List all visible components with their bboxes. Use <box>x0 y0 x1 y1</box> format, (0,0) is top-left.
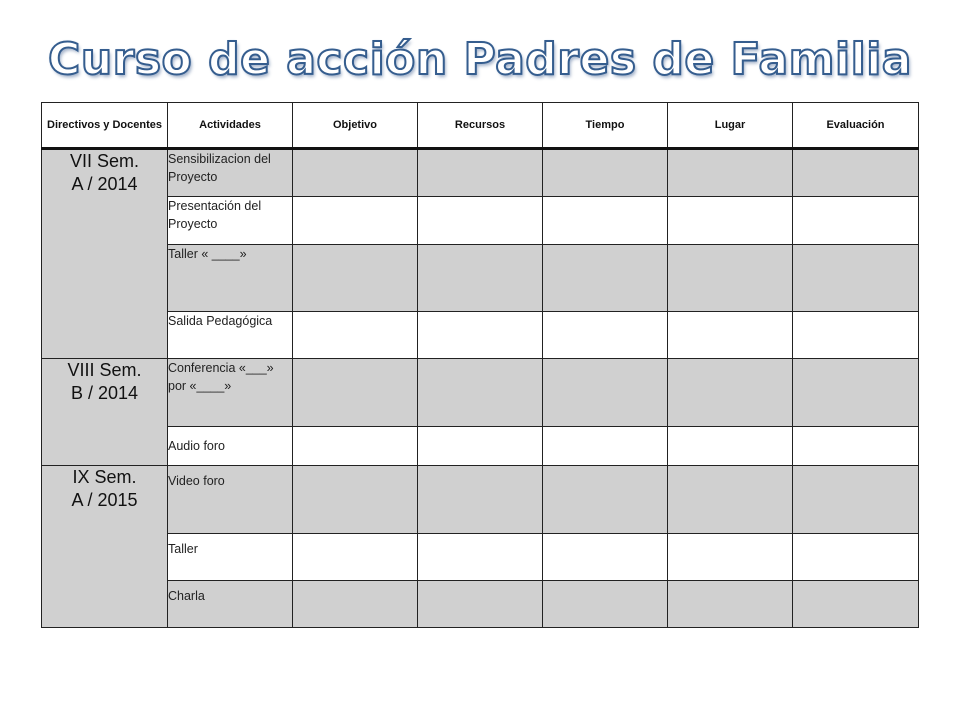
activity-cell: Salida Pedagógica <box>168 312 293 359</box>
activity-cell: Charla <box>168 581 293 628</box>
semester-cell <box>42 359 168 466</box>
tiempo-cell <box>543 312 668 359</box>
table-row <box>42 359 919 427</box>
lugar-cell <box>668 534 793 581</box>
lugar-cell <box>668 312 793 359</box>
objetivo-cell <box>293 312 418 359</box>
objetivo-cell <box>293 149 418 197</box>
objetivo-cell <box>293 534 418 581</box>
recursos-cell <box>418 359 543 427</box>
header-recursos: Recursos <box>418 103 543 149</box>
header-directivos: Directivos y Docentes <box>42 103 168 149</box>
header-tiempo: Tiempo <box>543 103 668 149</box>
lugar-cell <box>668 245 793 312</box>
header-actividades: Actividades <box>168 103 293 149</box>
activity-cell: Conferencia «___» por «____» <box>168 359 293 427</box>
tiempo-cell <box>543 466 668 534</box>
recursos-cell <box>418 197 543 245</box>
evaluacion-cell <box>793 427 919 466</box>
tiempo-cell <box>543 581 668 628</box>
evaluacion-cell <box>793 197 919 245</box>
objetivo-cell <box>293 359 418 427</box>
activity-cell: Audio foro <box>168 427 293 466</box>
semester-cell <box>42 466 168 628</box>
evaluacion-cell <box>793 359 919 427</box>
evaluacion-cell <box>793 245 919 312</box>
tiempo-cell <box>543 245 668 312</box>
table-row <box>42 312 919 359</box>
recursos-cell <box>418 534 543 581</box>
recursos-cell <box>418 245 543 312</box>
semester-label: IX Sem. <box>72 467 137 487</box>
semester-year: A / 2014 <box>71 174 138 194</box>
activity-cell: Taller « ____» <box>168 245 293 312</box>
table-row <box>42 149 919 197</box>
table-row <box>42 197 919 245</box>
recursos-cell <box>418 466 543 534</box>
lugar-cell <box>668 359 793 427</box>
recursos-cell <box>418 427 543 466</box>
activity-cell: Video foro <box>168 466 293 534</box>
evaluacion-cell <box>793 149 919 197</box>
objetivo-cell <box>293 581 418 628</box>
lugar-cell <box>668 197 793 245</box>
evaluacion-cell <box>793 534 919 581</box>
header-lugar: Lugar <box>668 103 793 149</box>
tiempo-cell <box>543 149 668 197</box>
table-row <box>42 534 919 581</box>
header-evaluacion: Evaluación <box>793 103 919 149</box>
lugar-cell <box>668 466 793 534</box>
table-row <box>42 427 919 466</box>
evaluacion-cell <box>793 312 919 359</box>
header-objetivo: Objetivo <box>293 103 418 149</box>
recursos-cell <box>418 149 543 197</box>
objetivo-cell <box>293 427 418 466</box>
tiempo-cell <box>543 427 668 466</box>
objetivo-cell <box>293 466 418 534</box>
evaluacion-cell <box>793 581 919 628</box>
action-plan-table <box>41 102 919 628</box>
recursos-cell <box>418 581 543 628</box>
header-row <box>42 103 919 149</box>
table-row <box>42 245 919 312</box>
semester-cell <box>42 149 168 359</box>
lugar-cell <box>668 581 793 628</box>
page-title: Curso de acción Padres de Familia <box>48 34 912 85</box>
semester-label: VIII Sem. <box>67 360 142 380</box>
lugar-cell <box>668 427 793 466</box>
semester-year: A / 2015 <box>71 490 138 510</box>
table-row <box>42 581 919 628</box>
tiempo-cell <box>543 359 668 427</box>
table-row <box>42 466 919 534</box>
semester-year: B / 2014 <box>70 383 139 403</box>
objetivo-cell <box>293 245 418 312</box>
semester-label: VII Sem. <box>69 151 140 171</box>
activity-cell: Taller <box>168 534 293 581</box>
tiempo-cell <box>543 197 668 245</box>
objetivo-cell <box>293 197 418 245</box>
activity-cell: Sensibilizacion del Proyecto <box>168 149 293 197</box>
recursos-cell <box>418 312 543 359</box>
evaluacion-cell <box>793 466 919 534</box>
activity-cell: Presentación del Proyecto <box>168 197 293 245</box>
lugar-cell <box>668 149 793 197</box>
tiempo-cell <box>543 534 668 581</box>
